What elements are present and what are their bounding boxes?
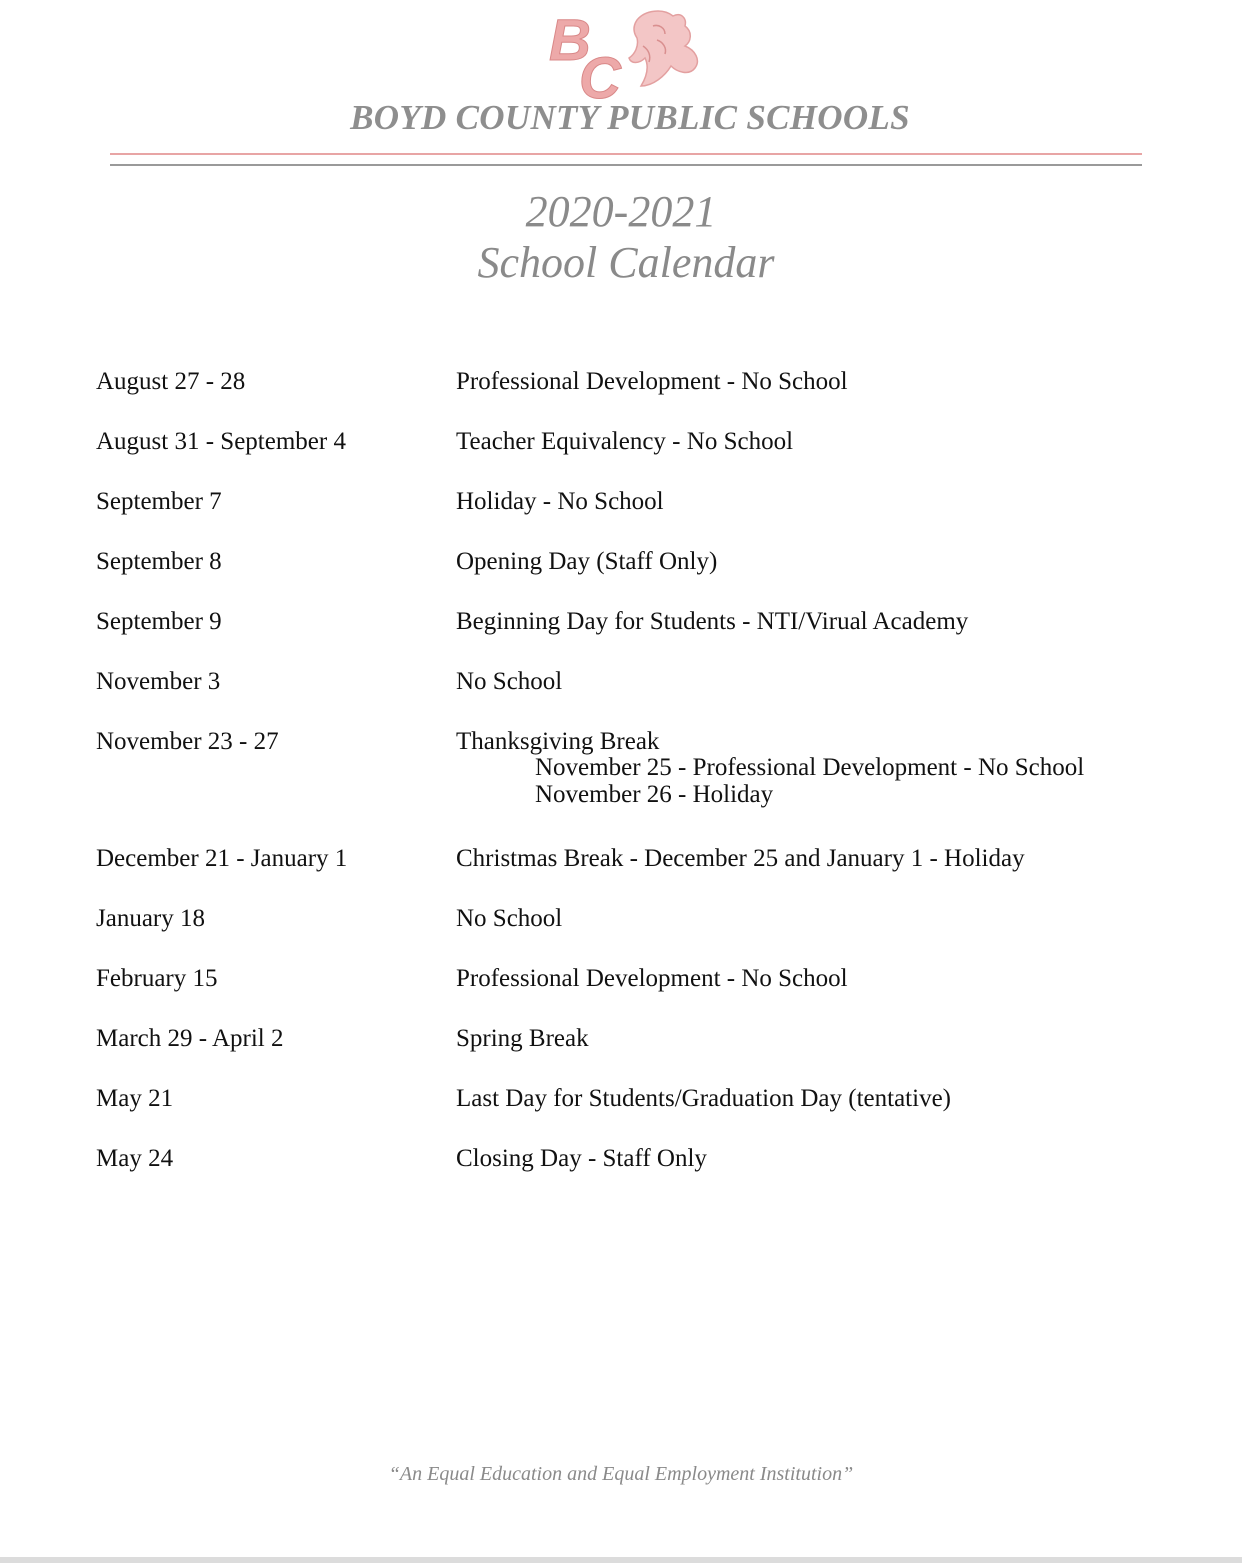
calendar-date: May 24	[96, 1145, 174, 1172]
calendar-row	[96, 485, 1196, 545]
calendar-event: No School	[456, 905, 563, 932]
calendar-date: August 27 - 28	[96, 368, 246, 395]
calendar-date: September 7	[96, 488, 222, 515]
calendar-year: 2020-2021	[525, 187, 717, 236]
svg-text:C: C	[579, 46, 621, 102]
calendar-event: Beginning Day for Students - NTI/Virual Academy	[456, 608, 969, 635]
header-rule-gray	[110, 164, 1142, 166]
calendar-row	[96, 545, 1196, 605]
page-bottom-edge	[0, 1557, 1242, 1563]
calendar-event: No School	[456, 668, 563, 695]
header-rule-red	[110, 153, 1142, 155]
calendar-event: Thanksgiving Break	[456, 728, 660, 755]
svg-text:B: B	[549, 8, 591, 73]
calendar-row	[96, 605, 1196, 665]
calendar-event: Opening Day (Staff Only)	[456, 548, 718, 575]
calendar-event: Closing Day - Staff Only	[456, 1145, 707, 1172]
calendar-event: Last Day for Students/Graduation Day (tentative)	[456, 1085, 951, 1112]
calendar-sub-event: November 25 - Professional Development - No School	[535, 754, 1085, 781]
calendar-sub-event: November 26 - Holiday	[535, 781, 774, 808]
calendar-row	[96, 1142, 1196, 1202]
calendar-date: January 18	[96, 905, 205, 932]
calendar-event: Professional Development - No School	[456, 368, 848, 395]
calendar-event: Christmas Break - December 25 and January 1 - Holiday	[456, 845, 1025, 872]
calendar-row	[96, 365, 1196, 425]
calendar-date: September 9	[96, 608, 222, 635]
calendar-row	[96, 425, 1196, 485]
document-title: School Calendar	[477, 238, 775, 287]
calendar-date: February 15	[96, 965, 218, 992]
calendar-table	[96, 365, 1196, 1202]
calendar-event: Holiday - No School	[456, 488, 664, 515]
calendar-row	[96, 1022, 1196, 1082]
calendar-date: March 29 - April 2	[96, 1025, 284, 1052]
calendar-row	[96, 1082, 1196, 1142]
calendar-row	[96, 665, 1196, 725]
calendar-event: Spring Break	[456, 1025, 589, 1052]
calendar-date: November 3	[96, 668, 221, 695]
footer-motto: “An Equal Education and Equal Employment Institution”	[388, 1463, 854, 1485]
district-name: BOYD COUNTY PUBLIC SCHOOLS	[350, 98, 910, 137]
calendar-date: December 21 - January 1	[96, 845, 348, 872]
calendar-row	[96, 725, 1196, 842]
bc-lion-logo-icon	[545, 6, 705, 102]
calendar-row	[96, 902, 1196, 962]
calendar-row	[96, 962, 1196, 1022]
calendar-date: September 8	[96, 548, 222, 575]
calendar-date: November 23 - 27	[96, 728, 279, 755]
calendar-date: May 21	[96, 1085, 174, 1112]
calendar-event: Professional Development - No School	[456, 965, 848, 992]
calendar-date: August 31 - September 4	[96, 428, 346, 455]
calendar-event: Teacher Equivalency - No School	[456, 428, 794, 455]
calendar-row	[96, 842, 1196, 902]
